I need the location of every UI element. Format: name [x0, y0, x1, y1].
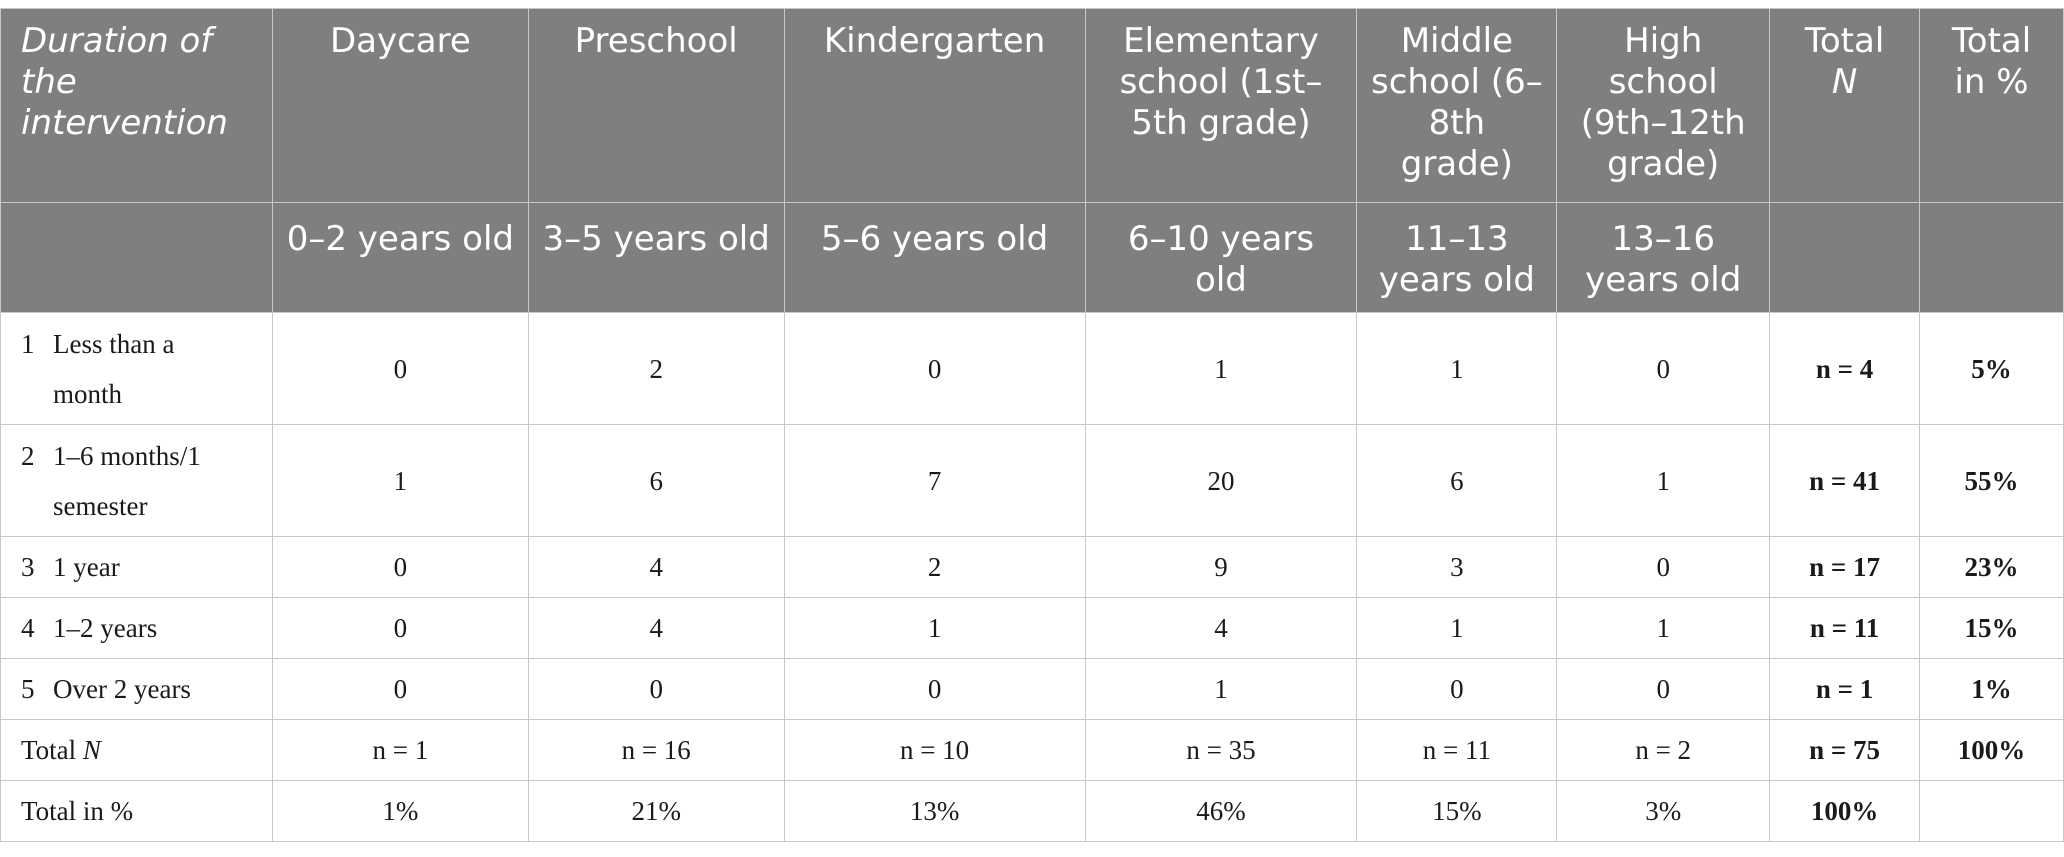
age-total-pct-blank: [1920, 203, 2064, 313]
row-label: [1, 313, 273, 425]
table-container: [0, 8, 2064, 842]
row-label-text: Over 2 years: [53, 674, 191, 704]
table-row: [1, 313, 2064, 425]
grand-total-n: n = 75: [1770, 720, 1920, 781]
cell: 4: [528, 598, 784, 659]
cell: 3: [1357, 537, 1557, 598]
age-daycare: 0–2 years old: [272, 203, 528, 313]
cell: 4: [528, 537, 784, 598]
cell: n = 1: [272, 720, 528, 781]
row-total-n: n = 17: [1770, 537, 1920, 598]
cell: 1: [1357, 598, 1557, 659]
row-total-pct: 1%: [1920, 659, 2064, 720]
total-pct-row: [1, 781, 2064, 842]
cell: 1: [1085, 659, 1357, 720]
row-label: [1, 537, 273, 598]
cell: 0: [1557, 313, 1770, 425]
cell: 1: [1557, 425, 1770, 537]
header-duration: Duration of the intervention: [1, 9, 273, 203]
cell: n = 35: [1085, 720, 1357, 781]
cell: 1: [1357, 313, 1557, 425]
row-label-text: 1–6 months/1 semester: [53, 440, 201, 521]
row-number: 2: [21, 440, 35, 471]
cell: 7: [784, 425, 1085, 537]
age-elementary: 6–10 years old: [1085, 203, 1357, 313]
header-row: [1, 9, 2064, 203]
header-total-n-label: Total: [1804, 21, 1885, 61]
cell: 1%: [272, 781, 528, 842]
cell: n = 16: [528, 720, 784, 781]
total-n-label: Total: [21, 735, 77, 765]
header-total-pct: Total in %: [1920, 9, 2064, 203]
cell: n = 2: [1557, 720, 1770, 781]
row-total-pct: 15%: [1920, 598, 2064, 659]
row-number: 3: [21, 552, 35, 582]
header-total-n-italic: N: [1831, 62, 1858, 102]
pct-total-n: 100%: [1770, 781, 1920, 842]
header-total-n: [1770, 9, 1920, 203]
age-kindergarten: 5–6 years old: [784, 203, 1085, 313]
cell: 21%: [528, 781, 784, 842]
cell: 2: [528, 313, 784, 425]
cell: 1: [272, 425, 528, 537]
age-total-n-blank: [1770, 203, 1920, 313]
cell: 0: [528, 659, 784, 720]
intervention-duration-table: [0, 8, 2064, 842]
cell: 0: [1357, 659, 1557, 720]
age-preschool: 3–5 years old: [528, 203, 784, 313]
cell: 1: [784, 598, 1085, 659]
cell: 0: [1557, 659, 1770, 720]
cell: 0: [272, 598, 528, 659]
row-number: 5: [21, 674, 35, 704]
row-number: 4: [21, 613, 35, 643]
cell: 46%: [1085, 781, 1357, 842]
age-header-blank: [1, 203, 273, 313]
total-n-row: [1, 720, 2064, 781]
row-label: [1, 720, 273, 781]
header-middle: Middle school (6–8th grade): [1357, 9, 1557, 203]
cell: 4: [1085, 598, 1357, 659]
cell: 6: [528, 425, 784, 537]
age-high: 13–16 years old: [1557, 203, 1770, 313]
row-total-n: n = 1: [1770, 659, 1920, 720]
row-total-pct: 23%: [1920, 537, 2064, 598]
row-label: Total in %: [1, 781, 273, 842]
cell: 1: [1557, 598, 1770, 659]
cell: 0: [272, 537, 528, 598]
cell: 0: [784, 659, 1085, 720]
header-daycare: Daycare: [272, 9, 528, 203]
cell: 1: [1085, 313, 1357, 425]
row-label: [1, 425, 273, 537]
cell: 0: [272, 659, 528, 720]
table-row: [1, 537, 2064, 598]
age-header-row: [1, 203, 2064, 313]
cell: 20: [1085, 425, 1357, 537]
row-total-n: n = 4: [1770, 313, 1920, 425]
cell: n = 11: [1357, 720, 1557, 781]
cell: 15%: [1357, 781, 1557, 842]
table-row: [1, 425, 2064, 537]
cell: 0: [272, 313, 528, 425]
grand-total-pct: 100%: [1920, 720, 2064, 781]
cell: 13%: [784, 781, 1085, 842]
row-label-text: 1 year: [53, 552, 120, 582]
row-total-n: n = 11: [1770, 598, 1920, 659]
row-label-text: Less than a month: [53, 328, 175, 409]
row-label-text: 1–2 years: [53, 613, 158, 643]
cell: 0: [1557, 537, 1770, 598]
row-label: [1, 598, 273, 659]
header-kindergarten: Kindergarten: [784, 9, 1085, 203]
cell: n = 10: [784, 720, 1085, 781]
header-high: High school (9th–12th grade): [1557, 9, 1770, 203]
row-label: [1, 659, 273, 720]
row-total-n: n = 41: [1770, 425, 1920, 537]
header-preschool: Preschool: [528, 9, 784, 203]
pct-total-blank: [1920, 781, 2064, 842]
total-n-label-italic: N: [82, 735, 101, 765]
row-total-pct: 5%: [1920, 313, 2064, 425]
table-row: [1, 598, 2064, 659]
cell: 9: [1085, 537, 1357, 598]
cell: 3%: [1557, 781, 1770, 842]
table-row: [1, 659, 2064, 720]
cell: 0: [784, 313, 1085, 425]
row-number: 1: [21, 328, 35, 359]
row-total-pct: 55%: [1920, 425, 2064, 537]
age-middle: 11–13 years old: [1357, 203, 1557, 313]
cell: 6: [1357, 425, 1557, 537]
cell: 2: [784, 537, 1085, 598]
header-elementary: Elementary school (1st–5th grade): [1085, 9, 1357, 203]
